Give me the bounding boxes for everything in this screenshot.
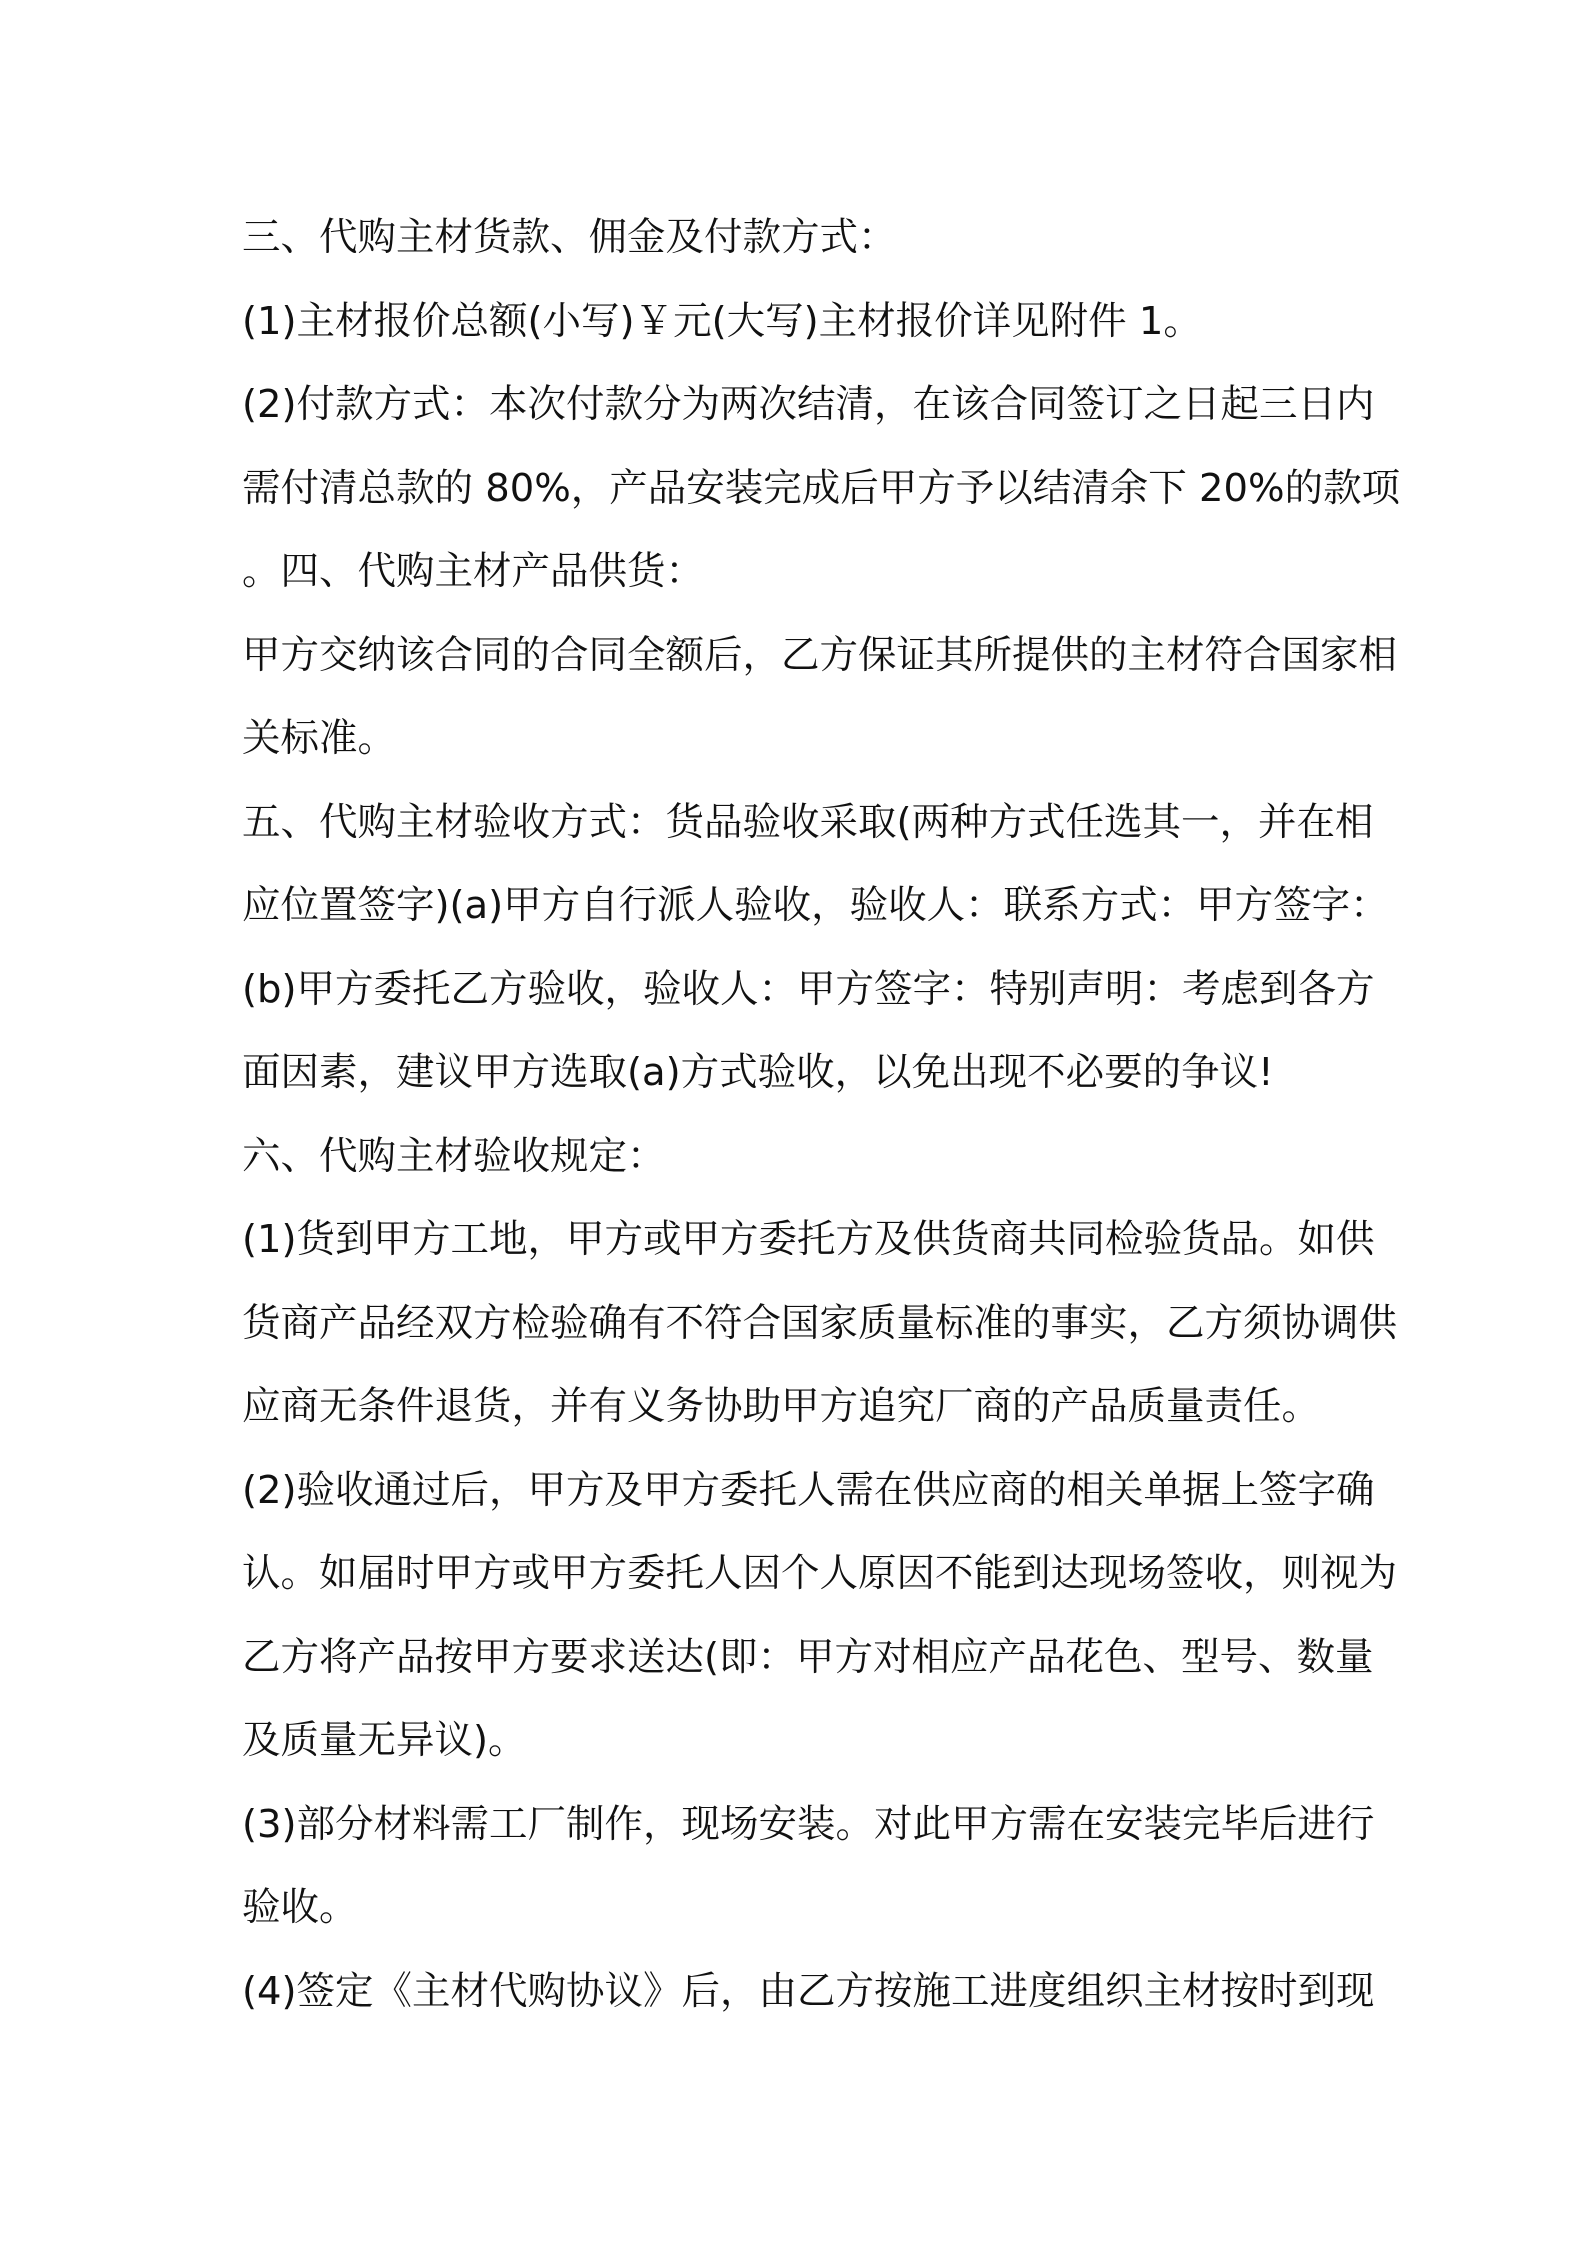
paragraph-line: 货商产品经双方检验确有不符合国家质量标准的事实，乙方须协调供 xyxy=(242,1300,1398,1346)
paragraph-line: 及质量无异议)。 xyxy=(242,1718,527,1763)
paragraph-line: (2)验收通过后，甲方及甲方委托人需在供应商的相关单据上签字确 xyxy=(242,1467,1375,1513)
paragraph-line: (2)付款方式：本次付款分为两次结清，在该合同签订之日起三日内 xyxy=(242,382,1375,427)
paragraph-line: 甲方交纳该合同的合同全额后，乙方保证其所提供的主材符合国家相 xyxy=(242,632,1398,678)
section-heading-4: 。四、代购主材产品供货： xyxy=(242,549,705,594)
section-heading-3: 三、代购主材货款、佣金及付款方式： xyxy=(242,215,897,260)
paragraph-line: (3)部分材料需工厂制作，现场安装。对此甲方需在安装完毕后进行 xyxy=(242,1801,1375,1847)
paragraph-line: (1)主材报价总额(小写)￥元(大写)主材报价详见附件 1。 xyxy=(242,298,1202,344)
paragraph-line: 关标准。 xyxy=(242,716,397,761)
paragraph-line: 乙方将产品按甲方要求送达(即：甲方对相应产品花色、型号、数量 xyxy=(242,1634,1374,1680)
paragraph-line: 验收。 xyxy=(242,1885,358,1930)
paragraph-line: 认。如届时甲方或甲方委托人因个人原因不能到达现场签收，则视为 xyxy=(242,1551,1398,1596)
paragraph-line: 面因素，建议甲方选取(a)方式验收，以免出现不必要的争议! xyxy=(242,1050,1274,1095)
paragraph-line: (b)甲方委托乙方验收，验收人：甲方签字：特别声明：考虑到各方 xyxy=(242,966,1375,1012)
document-body xyxy=(242,196,1401,2033)
section-heading-6: 六、代购主材验收规定： xyxy=(242,1133,666,1179)
section-heading-5: 五、代购主材验收方式：货品验收采取(两种方式任选其一，并在相 xyxy=(242,799,1374,845)
paragraph-line: (4)签定《主材代购协议》后，由乙方按施工进度组织主材按时到现 xyxy=(242,1968,1375,2014)
paragraph-line: (1)货到甲方工地，甲方或甲方委托方及供货商共同检验货品。如供 xyxy=(242,1217,1375,1262)
paragraph-line: 需付清总款的 80%，产品安装完成后甲方予以结清余下 20%的款项 xyxy=(242,465,1401,511)
paragraph-line: 应商无条件退货，并有义务协助甲方追究厂商的产品质量责任。 xyxy=(242,1384,1321,1429)
paragraph-line: 应位置签字)(a)甲方自行派人验收，验收人：联系方式：甲方签字： xyxy=(242,883,1389,928)
